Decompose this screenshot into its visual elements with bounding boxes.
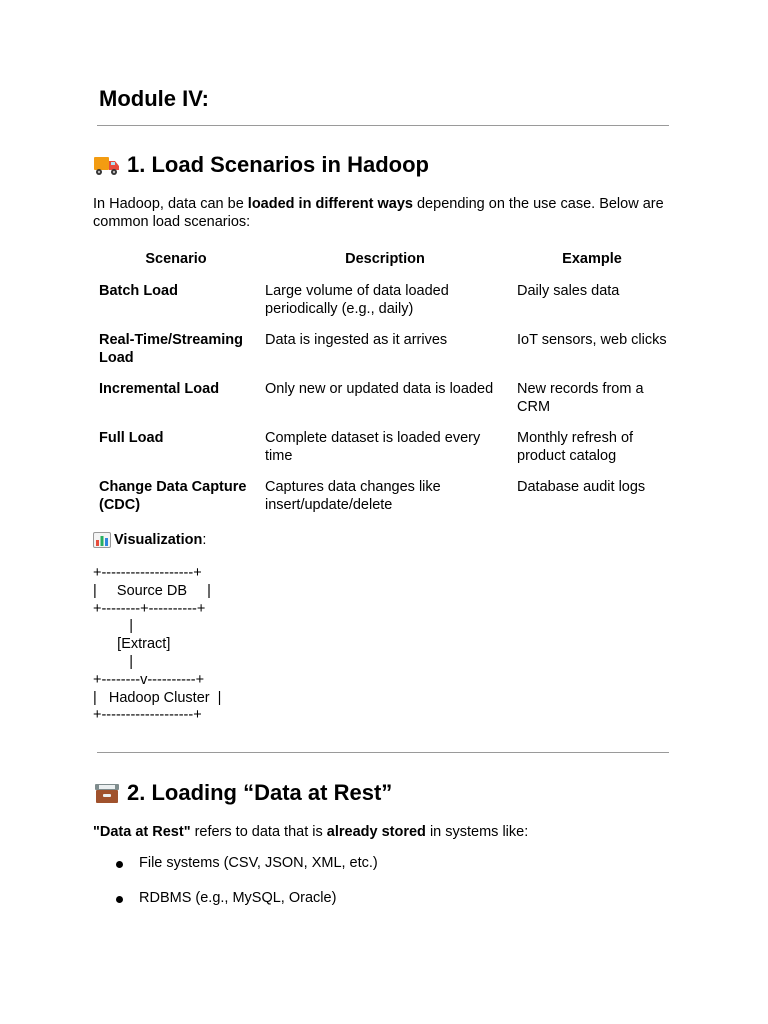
card-file-box-icon bbox=[93, 781, 121, 805]
scenario-cell: Real-Time/Streaming Load bbox=[99, 332, 243, 366]
horizontal-divider bbox=[97, 125, 669, 126]
list-item bbox=[93, 855, 378, 873]
bar-chart-icon bbox=[93, 532, 111, 548]
intro-text: in systems like: bbox=[425, 824, 529, 840]
column-header-description: Description bbox=[345, 251, 425, 267]
column-header-example: Example bbox=[562, 251, 622, 267]
section-heading-data-at-rest bbox=[93, 780, 392, 806]
description-cell: Only new or updated data is loaded bbox=[265, 381, 494, 397]
list-item-text: File systems (CSV, JSON, XML, etc.) bbox=[139, 855, 378, 871]
description-cell: Complete dataset is loaded every time bbox=[265, 430, 481, 464]
bullet-icon bbox=[116, 861, 123, 868]
list-item-text: RDBMS (e.g., MySQL, Oracle) bbox=[139, 890, 337, 906]
scenario-cell: Incremental Load bbox=[99, 381, 220, 397]
intro-text: refers to data that is bbox=[190, 824, 327, 840]
example-cell: Monthly refresh of product catalog bbox=[517, 430, 634, 464]
module-title: Module IV: bbox=[99, 86, 209, 111]
description-cell: Data is ingested as it arrives bbox=[265, 332, 448, 348]
table-header-row bbox=[93, 250, 673, 282]
bullet-icon bbox=[116, 896, 123, 903]
visualization-label-suffix: : bbox=[202, 532, 207, 548]
scenario-cell: Batch Load bbox=[99, 283, 178, 299]
scenario-cell: Full Load bbox=[99, 430, 164, 446]
section-title: 2. Loading “Data at Rest” bbox=[127, 780, 393, 805]
quote-mark: " bbox=[183, 824, 191, 840]
table-row bbox=[93, 429, 673, 478]
column-header-scenario: Scenario bbox=[145, 251, 207, 267]
section-title: 1. Load Scenarios in Hadoop bbox=[127, 152, 429, 177]
bullet-list bbox=[93, 855, 378, 925]
intro-bold-text: already stored bbox=[326, 824, 426, 840]
quote-mark: " bbox=[93, 824, 100, 840]
description-cell: Captures data changes like insert/update/delete bbox=[265, 479, 441, 513]
ascii-flow-diagram: +-------------------+ | Source DB | +--------+----------+ | [Extract] | +--------v----------+ | Hadoop Cluster | +-------------------+ bbox=[93, 565, 222, 724]
list-item bbox=[93, 890, 378, 908]
visualization-label bbox=[93, 532, 206, 548]
delivery-truck-icon bbox=[93, 153, 121, 177]
intro-text: depending on the use case. Below are common load scenarios: bbox=[93, 196, 664, 230]
table-row bbox=[93, 380, 673, 429]
intro-text: In Hadoop, data can be bbox=[93, 196, 248, 212]
intro-bold-text: Data at Rest bbox=[99, 824, 184, 840]
horizontal-divider bbox=[97, 752, 669, 753]
description-cell: Large volume of data loaded periodically (e.g., daily) bbox=[265, 283, 449, 317]
table-row bbox=[93, 331, 673, 380]
example-cell: Database audit logs bbox=[517, 479, 646, 495]
table-row bbox=[93, 478, 673, 527]
section-intro bbox=[93, 195, 673, 231]
section-intro bbox=[93, 823, 673, 841]
section-heading-load-scenarios bbox=[93, 152, 429, 178]
table-row bbox=[93, 282, 673, 331]
load-scenarios-table bbox=[93, 250, 673, 527]
visualization-label-text: Visualization bbox=[114, 532, 203, 548]
example-cell: Daily sales data bbox=[517, 283, 620, 299]
scenario-cell: Change Data Capture (CDC) bbox=[99, 479, 247, 513]
intro-bold-text: loaded in different ways bbox=[247, 196, 413, 212]
example-cell: New records from a CRM bbox=[517, 381, 644, 415]
example-cell: IoT sensors, web clicks bbox=[517, 332, 667, 348]
